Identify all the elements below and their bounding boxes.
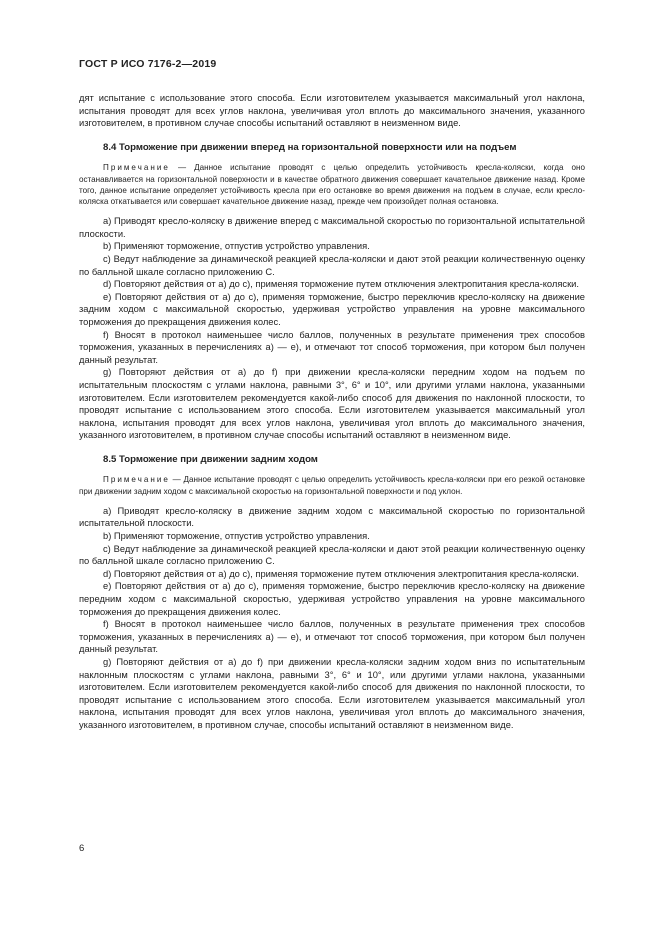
section-8-5-item-d: d) Повторяют действия от a) до c), применяя торможение путем отключения электропитания кресла-коляски. xyxy=(103,568,579,579)
section-8-5-title: 8.5 Торможение при движении задним ходом xyxy=(103,453,318,465)
page-number: 6 xyxy=(79,843,85,854)
section-8-4-title: 8.4 Торможение при движении вперед на горизонтальной поверхности или на подъем xyxy=(103,141,517,153)
section-8-5-item-f: f) Вносят в протокол наименьшее число баллов, полученных в результате применения трех способов торможения, указанных в перечислениях a) — e), и отмечают тот способ торможения, при котором был получен данный результат. xyxy=(79,619,585,655)
section-8-5-item-e: e) Повторяют действия от a) до c), применяя торможение, быстро переключив кресло-коляску на движение передним ходом с максимальной скоростью, удерживая устройство управления на уровне максимального торможения до прекращения движения колес. xyxy=(79,581,585,617)
note-text: — Данное испытание проводят с целью определить устойчивость кресла-коляски при его резкой остановке при движении задним ходом с максимальной скоростью на горизонтальной поверхности и под уклон. xyxy=(79,475,585,496)
document-body xyxy=(79,92,585,732)
note-label: Примечание xyxy=(103,163,170,173)
section-8-4-item-a: a) Приводят кресло-коляску в движение вперед с максимальной скоростью по горизонтальной испытательной плоскости. xyxy=(79,216,585,239)
section-8-4-item-e: e) Повторяют действия от a) до c), применяя торможение, быстро переключив кресло-коляску на движение задним ходом с максимальной скоростью, удерживая устройство управления на уровне максимального торможения до прекращения движения колес. xyxy=(79,291,585,327)
note-text: — Данное испытание проводят с целью определить устойчивость кресла-коляски, когда оно останавливается на горизонтальной поверхности и в качестве обратного движения совершает качательное движение назад. Кроме того, данное испытание определяет устойчивость кресла при его остановке во время движения на подъем в случае, если кресло-коляска откатывается или совершает качательное движение назад, прежде чем произойдет полная остановка. xyxy=(79,163,585,206)
intro-paragraph: дят испытание с использование этого способа. Если изготовителем указывается максимальный угол наклона, испытания проводят для всех углов наклона, увеличивая угол вплоть до максимального значения, указанного изготовителем, в противном случае способы испытаний оставляют в неизменном виде. xyxy=(79,93,585,129)
section-8-4-item-g: g) Повторяют действия от a) до f) при движении кресла-коляски передним ходом на подъем по испытательным плоскостям с углами наклона, равными 3°, 6° и 10°, или другими углами наклона, указанными изготовителем. Если изготовителем рекомендуется какой-либо способ для движения по наклонной плоскости, то проводят испытание с использованием этого способа. Если изготовителем указывается максимальный угол наклона, испытания проводят для всех углов наклона, увеличивая угол вплоть до максимального значения, указанного изготовителем, в противном случае способы испытаний оставляют в неизменном виде. xyxy=(79,367,585,441)
section-8-4-item-c: c) Ведут наблюдение за динамической реакцией кресла-коляски и дают этой реакции количественную оценку по балльной шкале согласно приложению С. xyxy=(79,253,585,277)
section-8-5-note xyxy=(79,474,585,496)
section-8-5-item-b: b) Применяют торможение, отпустив устройство управления. xyxy=(103,531,370,542)
section-8-4-note xyxy=(79,162,585,207)
note-label: Примечание xyxy=(103,475,170,485)
section-8-4-item-d: d) Повторяют действия от a) до c), применяя торможение путем отключения электропитания кресла-коляски. xyxy=(103,279,579,290)
section-8-5-item-a: a) Приводят кресло-коляску в движение задним ходом с максимальной скоростью по горизонтальной испытательной плоскости. xyxy=(79,505,585,529)
section-8-5-item-c: c) Ведут наблюдение за динамической реакцией кресла-коляски и дают этой реакции количественную оценку по балльной шкале согласно приложению С. xyxy=(79,543,585,567)
section-8-4-item-b: b) Применяют торможение, отпустив устройство управления. xyxy=(103,241,370,252)
document-code-header: ГОСТ Р ИСО 7176-2—2019 xyxy=(79,58,217,70)
section-8-5-item-g: g) Повторяют действия от a) до f) при движении кресла-коляски задним ходом вниз по испытательным наклонным плоскостям с углами наклона, равными 3°, 6° и 10°, или другими углами наклона, указанными изготовителем. Если изготовителем рекомендуется какой-либо способ для движения по наклонной плоскости, то проводят испытание с использованием этого способа. Если изготовителем указывается максимальный угол наклона, испытания проводят для всех углов наклона, увеличивая угол вплоть до максимального значения, указанного изготовителем, в противном случае, способы испытаний оставляют в неизменном виде. xyxy=(79,657,585,730)
section-8-4-item-f: f) Вносят в протокол наименьшее число баллов, полученных в результате применения трех способов торможения, указанных в перечислениях a) — e), и отмечают тот способ торможения, при котором был получен данный результат. xyxy=(79,329,585,365)
